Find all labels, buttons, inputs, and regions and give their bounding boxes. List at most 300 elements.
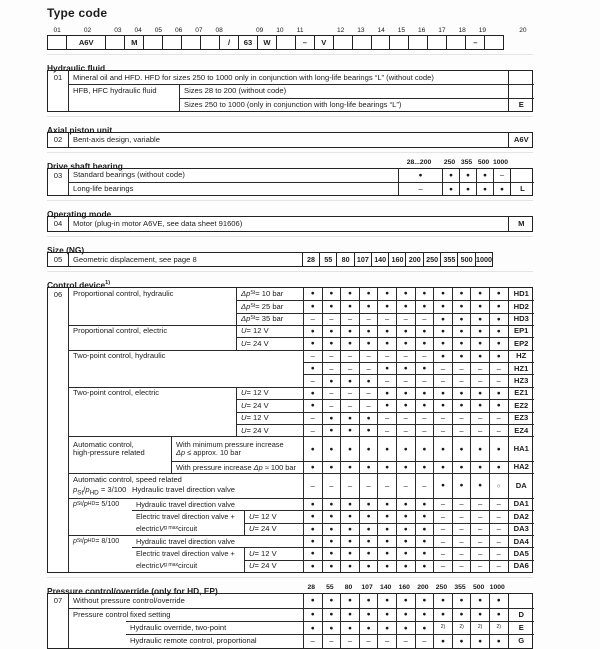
availability-cell: ● — [433, 288, 452, 300]
availability-cell: ● — [415, 594, 434, 607]
code-cell: E — [508, 98, 534, 111]
availability-cell: ● — [470, 473, 489, 498]
availability-cell: ● — [303, 399, 322, 411]
availability-cell: – — [433, 510, 452, 522]
section-header — [47, 204, 533, 220]
row-ratio-label — [69, 547, 132, 559]
type-code-cell-18 — [427, 35, 447, 50]
section-table — [47, 168, 533, 197]
availability-cell: ● — [377, 461, 396, 473]
code-cell: HA2 — [508, 461, 534, 473]
availability-cell: – — [452, 412, 471, 424]
code-cell: HZ3 — [508, 374, 534, 386]
availability-cell: ● — [452, 300, 471, 312]
availability-cell: ● — [377, 325, 396, 337]
code-cell: HZ1 — [508, 362, 534, 374]
availability-cell: ● — [377, 362, 396, 374]
code-cell — [508, 594, 534, 607]
row-sublabel: U = 12 V — [236, 387, 303, 399]
availability-cell: ● — [303, 621, 322, 634]
availability-cell: ● — [377, 337, 396, 349]
column-header: 80 — [344, 584, 353, 592]
availability-cell: – — [396, 412, 415, 424]
code-cell — [508, 71, 534, 84]
availability-cell: ● — [377, 387, 396, 399]
availability-cell: ● — [359, 374, 378, 386]
row-label — [69, 300, 236, 312]
availability-cell: – — [452, 374, 471, 386]
table-row — [69, 608, 534, 621]
size-box: 160 — [388, 252, 407, 267]
availability-cell: ● — [322, 424, 341, 436]
row-label: Motor (plug-in motor A6VE, see data sheet 91606) — [73, 218, 243, 228]
availability-cell: ● — [377, 608, 396, 621]
type-code-grid — [47, 27, 533, 50]
availability-cell: ● — [340, 608, 359, 621]
availability-cell: ● — [377, 621, 396, 634]
availability-cell: ● — [340, 535, 359, 547]
availability-cell: ● — [303, 300, 322, 312]
availability-cell: ● — [415, 535, 434, 547]
table-rows — [69, 594, 534, 648]
table-row — [69, 473, 534, 498]
section-title: Axial piston unit — [47, 125, 113, 136]
availability-cell: – — [322, 473, 341, 498]
availability-cell: ● — [433, 461, 452, 473]
availability-cell: ● — [322, 608, 341, 621]
availability-cell: ● — [396, 547, 415, 559]
availability-cell: – — [396, 313, 415, 325]
availability-cell: ● — [377, 547, 396, 559]
section-title: Size (NG) — [47, 244, 85, 255]
availability-cell: – — [396, 473, 415, 498]
code-cell: G — [508, 634, 534, 647]
availability-cell: ● — [489, 337, 508, 349]
availability-cell: ● — [359, 461, 378, 473]
column-header: 28...200 — [406, 158, 432, 166]
column-header: 28 — [307, 584, 316, 592]
section-table — [47, 593, 533, 649]
availability-cell: – — [433, 498, 452, 510]
size-box: 55 — [319, 252, 338, 267]
availability-cell: ● — [396, 436, 415, 461]
code-cell: EZ4 — [508, 424, 534, 436]
availability-cell: – — [470, 547, 489, 559]
section-hydraulic-fluid — [47, 54, 533, 112]
code-cell: HZ — [508, 350, 534, 362]
availability-cell: ● — [470, 337, 489, 349]
type-code-boxes — [47, 35, 533, 50]
availability-cell: – — [489, 510, 508, 522]
table-row — [69, 399, 534, 411]
availability-cell: ● — [396, 560, 415, 572]
availability-cell: ● — [396, 461, 415, 473]
availability-cell: ● — [433, 436, 452, 461]
availability-cell: ● — [415, 399, 434, 411]
availability-cell: ● — [340, 374, 359, 386]
type-code-cell-04: M — [124, 35, 144, 50]
column-header: 200 — [417, 584, 429, 592]
size-box: 107 — [354, 252, 373, 267]
type-code-position-number: 02 — [83, 27, 92, 34]
row-voltage-label: U = 12 V — [244, 547, 303, 559]
availability-cell: ● — [470, 461, 489, 473]
availability-cell: ● — [489, 313, 508, 325]
availability-cell: – — [340, 350, 359, 362]
availability-cell: ○ — [489, 473, 508, 498]
row-sublabel: Hydraulic override, two-point — [126, 621, 303, 634]
code-cell: E — [508, 621, 534, 634]
availability-cell: ● — [340, 300, 359, 312]
availability-cell: – — [470, 412, 489, 424]
column-header: 107 — [361, 584, 373, 592]
availability-cell: ● — [322, 535, 341, 547]
availability-cell: ● — [470, 436, 489, 461]
availability-cell: – — [415, 412, 434, 424]
table-row — [69, 461, 534, 473]
position-number: 05 — [48, 253, 69, 266]
availability-cell: 2) — [470, 621, 489, 634]
availability-cell: ● — [359, 498, 378, 510]
type-code-position-number: 04 — [134, 27, 142, 34]
availability-cell: ● — [303, 523, 322, 535]
row-label — [69, 634, 126, 647]
availability-cell: ● — [396, 300, 415, 312]
type-code-position-number: 05 — [154, 27, 163, 34]
section-table — [47, 70, 533, 112]
table-row — [69, 350, 534, 362]
type-code-position-number — [493, 27, 513, 34]
availability-cell: ● — [433, 350, 452, 362]
availability-cell: – — [322, 399, 341, 411]
availability-cell: – — [452, 424, 471, 436]
availability-cell: ● — [452, 473, 471, 498]
type-code-cell-17 — [408, 35, 428, 50]
type-code-separator-cell: – — [295, 35, 315, 50]
code-cell: DA1 — [508, 498, 534, 510]
type-code-position-number: 07 — [195, 27, 203, 34]
type-code-position-number: 03 — [114, 27, 122, 34]
availability-cell: ● — [415, 510, 434, 522]
column-header: 355 — [454, 584, 466, 592]
row-voltage-label: U = 24 V — [244, 560, 303, 572]
section-title: Operating mode — [47, 209, 112, 220]
availability-cell: ● — [396, 337, 415, 349]
row-sublabel: Sizes 250 to 1000 (only in conjunction with long-life bearings “L”) — [179, 98, 508, 111]
availability-cell: ● — [322, 436, 341, 461]
availability-cell: ● — [359, 424, 378, 436]
type-code-cell-13 — [333, 35, 353, 50]
type-code-position-number: 09 — [255, 27, 264, 34]
availability-cell: – — [489, 498, 508, 510]
availability-cell: ● — [322, 337, 341, 349]
availability-cell: ● — [489, 436, 508, 461]
type-code-cell-07 — [181, 35, 201, 50]
availability-cell: – — [489, 412, 508, 424]
section-header — [47, 275, 533, 290]
availability-cell: – — [377, 350, 396, 362]
table-row — [69, 300, 534, 312]
availability-cell: ● — [303, 325, 322, 337]
availability-cell: ● — [377, 288, 396, 300]
type-code-separator-cell: / — [219, 35, 239, 50]
row-voltage-label: U = 24 V — [244, 523, 303, 535]
availability-cell: ● — [340, 523, 359, 535]
code-cell: EZ1 — [508, 387, 534, 399]
type-code-cell-03 — [105, 35, 125, 50]
availability-cell: – — [340, 362, 359, 374]
code-cell: HA1 — [508, 436, 534, 461]
size-row — [47, 252, 533, 267]
row-ratio-label — [69, 510, 132, 522]
type-code-cell-02: A6V — [66, 35, 107, 50]
availability-cell: ● — [340, 498, 359, 510]
availability-cell: – — [303, 634, 322, 647]
availability-cell: ● — [303, 510, 322, 522]
availability-cell: ● — [489, 461, 508, 473]
availability-cell: ● — [459, 169, 476, 182]
availability-cell: – — [452, 362, 471, 374]
availability-cell: ● — [470, 313, 489, 325]
availability-cell: ● — [452, 325, 471, 337]
availability-cell: ● — [359, 337, 378, 349]
column-headers — [302, 584, 507, 591]
type-code-position-number: 18 — [458, 27, 466, 34]
availability-cell: ● — [470, 594, 489, 607]
table-row — [69, 217, 534, 230]
availability-cell: ● — [359, 523, 378, 535]
row-sublabel: U = 12 V — [236, 325, 303, 337]
section-header — [47, 156, 533, 171]
availability-cell: – — [303, 473, 322, 498]
availability-cell: ● — [398, 169, 442, 182]
table-row — [69, 560, 534, 572]
table-row — [69, 424, 534, 436]
availability-cell: ● — [452, 461, 471, 473]
availability-cell: ● — [470, 608, 489, 621]
row-label: Mineral oil and HFD. HFD for sizes 250 to 1000 only in conjunction with long-life bearings “L” (without code) — [73, 72, 434, 82]
availability-cell: ● — [433, 608, 452, 621]
type-code-position-number: 17 — [438, 27, 446, 34]
availability-cell: ● — [415, 288, 434, 300]
availability-cell: ● — [415, 337, 434, 349]
table-row — [69, 498, 534, 510]
type-code-cell-11 — [276, 35, 296, 50]
availability-cell: – — [340, 634, 359, 647]
table-row — [69, 547, 534, 559]
availability-cell: – — [433, 535, 452, 547]
table-row — [69, 412, 534, 424]
availability-cell: ● — [415, 547, 434, 559]
type-code-cell-19 — [446, 35, 466, 50]
position-number: 03 — [48, 169, 69, 196]
availability-cell: ● — [415, 523, 434, 535]
table-row — [69, 387, 534, 399]
page-title: Type code — [47, 6, 108, 20]
availability-cell: ● — [377, 399, 396, 411]
size-box: 500 — [457, 252, 476, 267]
row-sublabel: Sizes 28 to 200 (without code) — [179, 84, 508, 97]
type-code-cell-06 — [162, 35, 182, 50]
type-code-position-number — [229, 27, 249, 34]
availability-cell: ● — [470, 387, 489, 399]
table-row — [69, 325, 534, 337]
availability-cell: ● — [433, 634, 452, 647]
row-ratio-label — [69, 560, 132, 572]
availability-cell: ● — [303, 337, 322, 349]
table-row — [69, 594, 534, 607]
table-row — [69, 634, 534, 647]
type-code-cell-15 — [371, 35, 391, 50]
type-code-position-number: 15 — [397, 27, 406, 34]
row-sublabel: U = 24 V — [236, 399, 303, 411]
availability-cell: ● — [303, 560, 322, 572]
row-label — [69, 412, 236, 424]
availability-cell: – — [452, 523, 471, 535]
availability-cell: – — [433, 523, 452, 535]
code-cell: L — [510, 182, 534, 195]
availability-cell: ● — [489, 399, 508, 411]
row-sublabel: With pressure increase Δp ≈ 100 bar — [171, 461, 303, 473]
table-row — [69, 337, 534, 349]
type-code-position-number: 13 — [357, 27, 365, 34]
column-header: 500 — [477, 158, 490, 166]
code-cell — [508, 84, 534, 97]
availability-cell: ● — [489, 300, 508, 312]
availability-cell: ● — [322, 621, 341, 634]
column-header: 55 — [326, 584, 334, 592]
size-box: 80 — [336, 252, 355, 267]
availability-cell: ● — [452, 288, 471, 300]
code-cell: A6V — [508, 133, 534, 146]
availability-cell: – — [359, 473, 378, 498]
table-row — [69, 313, 534, 325]
availability-cell: – — [433, 362, 452, 374]
availability-cell: – — [322, 634, 341, 647]
availability-cell: – — [396, 350, 415, 362]
size-box: 28 — [302, 252, 321, 267]
availability-cell: – — [415, 374, 434, 386]
availability-cell: ● — [377, 560, 396, 572]
type-code-cell-16 — [389, 35, 409, 50]
size-description-box — [47, 252, 303, 267]
availability-cell: – — [359, 399, 378, 411]
code-cell: DA2 — [508, 510, 534, 522]
code-cell: EZ3 — [508, 412, 534, 424]
availability-cell: – — [359, 387, 378, 399]
availability-cell: – — [452, 498, 471, 510]
availability-cell: ● — [322, 325, 341, 337]
availability-cell: – — [322, 313, 341, 325]
type-code-position-number: 14 — [377, 27, 385, 34]
availability-cell: – — [359, 362, 378, 374]
availability-cell: – — [433, 424, 452, 436]
availability-cell: ● — [340, 461, 359, 473]
table-rows — [69, 71, 534, 111]
availability-cell: – — [433, 374, 452, 386]
availability-cell: – — [415, 634, 434, 647]
row-sublabel: Electric travel direction valve + — [132, 547, 244, 559]
availability-cell: ● — [303, 362, 322, 374]
availability-cell: ● — [396, 498, 415, 510]
section-pressure-control — [47, 577, 533, 649]
section-header — [47, 240, 533, 255]
availability-cell: ● — [340, 560, 359, 572]
availability-cell: ● — [359, 547, 378, 559]
table-row — [69, 535, 534, 547]
availability-cell: – — [359, 634, 378, 647]
availability-cell: – — [493, 169, 510, 182]
section-control-device — [47, 271, 533, 573]
row-label: Long-life bearings — [69, 182, 398, 195]
availability-cell: ● — [359, 436, 378, 461]
availability-cell: ● — [493, 182, 510, 195]
availability-cell: ● — [415, 362, 434, 374]
row-label: Geometric displacement, see page 8 — [73, 254, 197, 264]
table-row — [69, 288, 534, 300]
row-label — [69, 399, 236, 411]
row-label — [69, 374, 303, 386]
availability-cell: ● — [322, 288, 341, 300]
row-sublabel: Δp St = 35 bar — [236, 313, 303, 325]
availability-cell: ● — [452, 608, 471, 621]
availability-cell: 2) — [433, 621, 452, 634]
availability-cell: ● — [359, 594, 378, 607]
availability-cell: – — [433, 560, 452, 572]
section-operating-mode — [47, 200, 533, 231]
availability-cell: – — [377, 374, 396, 386]
availability-cell: – — [377, 473, 396, 498]
row-voltage-label: U = 12 V — [244, 510, 303, 522]
availability-cell: – — [452, 547, 471, 559]
type-code-page — [47, 6, 533, 649]
column-header: 500 — [472, 584, 485, 592]
availability-cell: ● — [415, 608, 434, 621]
availability-cell: ● — [452, 436, 471, 461]
table-row — [69, 362, 534, 374]
availability-cell: ● — [415, 436, 434, 461]
availability-cell: ● — [322, 560, 341, 572]
column-headers — [397, 159, 509, 166]
column-header: 250 — [443, 158, 456, 166]
availability-cell: – — [489, 362, 508, 374]
row-label — [69, 461, 171, 473]
code-cell: D — [508, 608, 534, 621]
type-code-position-number: 20 — [519, 27, 527, 34]
availability-cell: ● — [433, 337, 452, 349]
column-header: 250 — [435, 584, 448, 592]
availability-cell: ● — [396, 594, 415, 607]
availability-cell: ● — [396, 535, 415, 547]
code-cell: DA4 — [508, 535, 534, 547]
availability-cell: – — [303, 313, 322, 325]
availability-cell: ● — [340, 337, 359, 349]
type-code-position-number: 10 — [276, 27, 284, 34]
code-cell: HD1 — [508, 288, 534, 300]
availability-cell: ● — [340, 424, 359, 436]
availability-cell: ● — [322, 412, 341, 424]
availability-cell: – — [340, 387, 359, 399]
availability-cell: ● — [415, 387, 434, 399]
availability-cell: ● — [359, 412, 378, 424]
code-cell: EZ2 — [508, 399, 534, 411]
row-label: Proportional control, hydraulic — [73, 288, 174, 298]
availability-cell: ● — [303, 436, 322, 461]
sections-container — [47, 54, 533, 649]
availability-cell: – — [377, 313, 396, 325]
availability-cell: ● — [340, 288, 359, 300]
availability-cell: ● — [396, 325, 415, 337]
